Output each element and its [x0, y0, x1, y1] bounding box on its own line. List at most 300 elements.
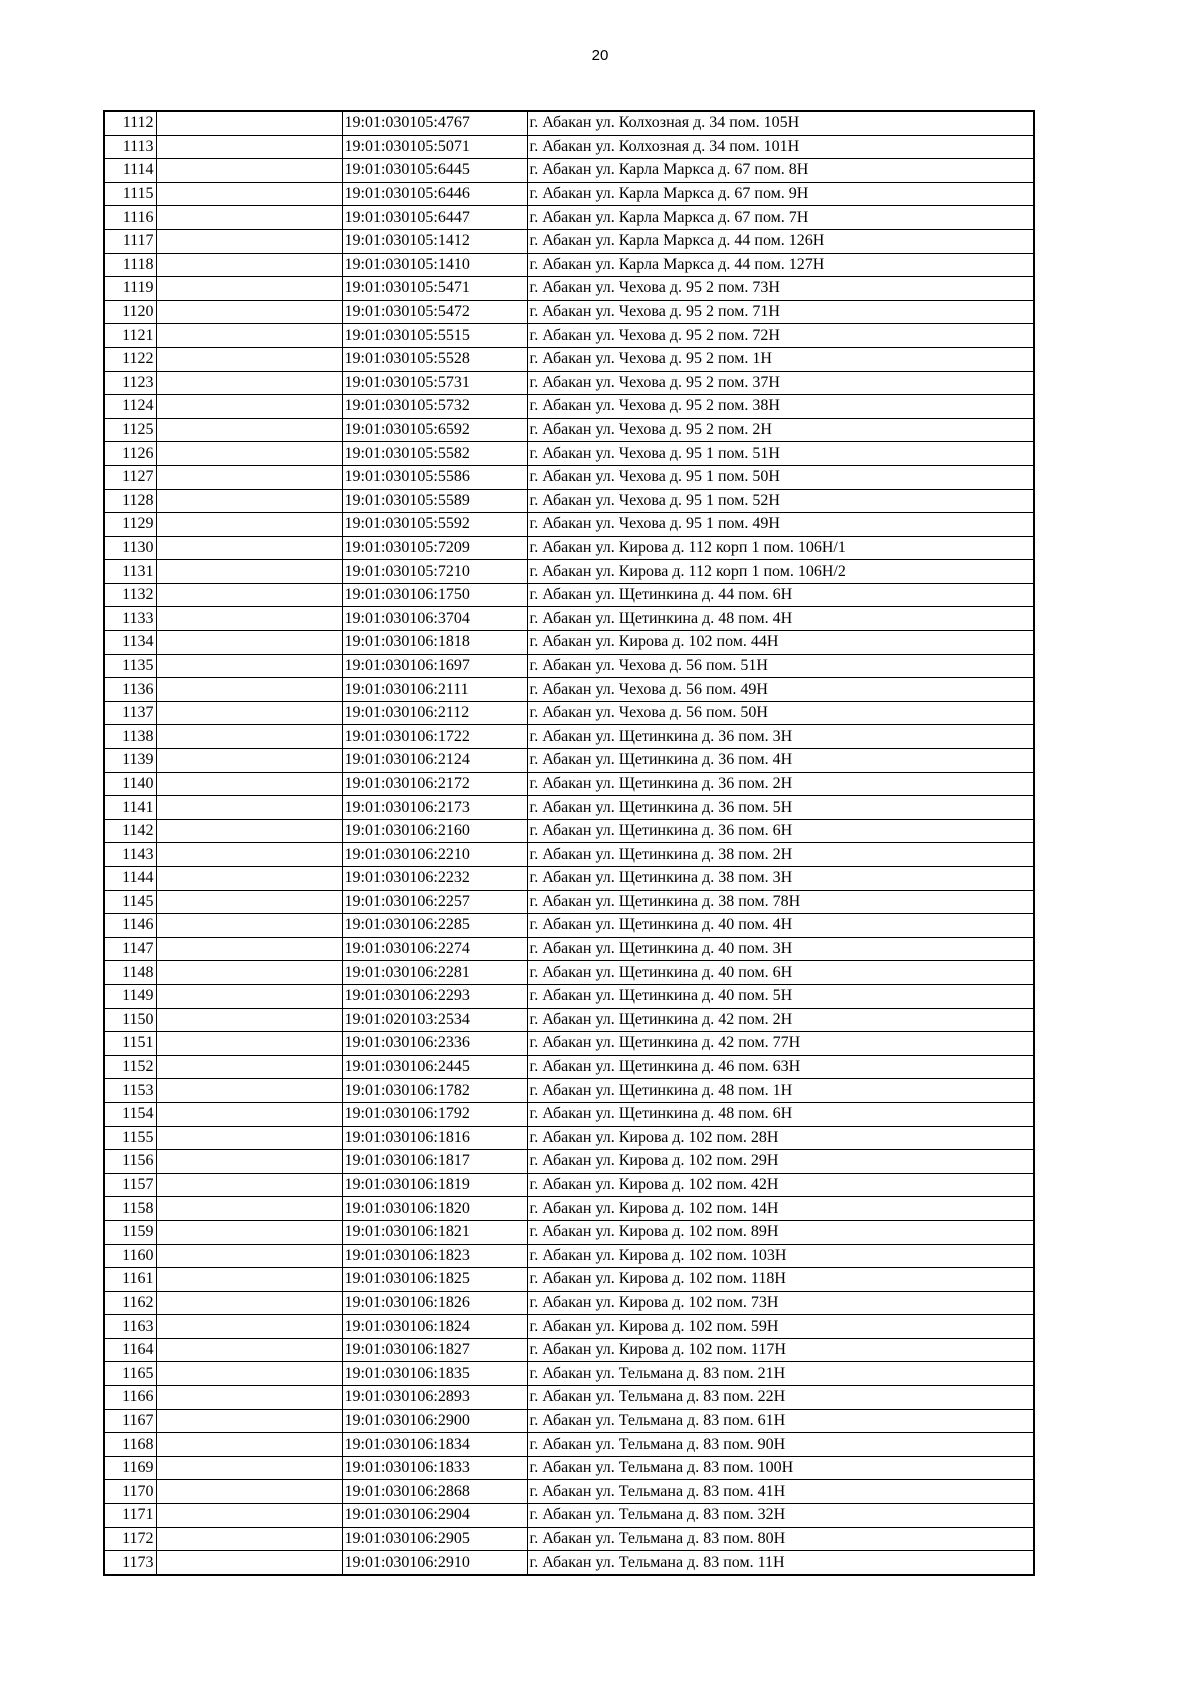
- row-number-cell: 1117: [104, 229, 156, 253]
- empty-cell: [156, 725, 342, 749]
- cadastral-number-cell: 19:01:030106:2445: [342, 1055, 527, 1079]
- empty-cell: [156, 607, 342, 631]
- cadastral-number-cell: 19:01:030106:1819: [342, 1173, 527, 1197]
- cadastral-number-cell: 19:01:030105:7210: [342, 560, 527, 584]
- row-number-cell: 1119: [104, 277, 156, 301]
- address-cell: г. Абакан ул. Щетинкина д. 48 пом. 1Н: [527, 1079, 1034, 1103]
- address-cell: г. Абакан ул. Щетинкина д. 40 пом. 3Н: [527, 937, 1034, 961]
- address-cell: г. Абакан ул. Щетинкина д. 40 пом. 6Н: [527, 961, 1034, 985]
- empty-cell: [156, 819, 342, 843]
- row-number-cell: 1115: [104, 182, 156, 206]
- empty-cell: [156, 1197, 342, 1221]
- table-row: [104, 1480, 1034, 1504]
- row-number-cell: 1137: [104, 701, 156, 725]
- row-number-cell: 1145: [104, 890, 156, 914]
- empty-cell: [156, 914, 342, 938]
- empty-cell: [156, 796, 342, 820]
- address-cell: г. Абакан ул. Щетинкина д. 36 пом. 4Н: [527, 749, 1034, 773]
- empty-cell: [156, 111, 342, 135]
- empty-cell: [156, 253, 342, 277]
- row-number-cell: 1141: [104, 796, 156, 820]
- cadastral-number-cell: 19:01:030106:1816: [342, 1126, 527, 1150]
- row-number-cell: 1149: [104, 984, 156, 1008]
- empty-cell: [156, 1433, 342, 1457]
- empty-cell: [156, 1102, 342, 1126]
- address-cell: г. Абакан ул. Кирова д. 102 пом. 44Н: [527, 631, 1034, 655]
- row-number-cell: 1165: [104, 1362, 156, 1386]
- row-number-cell: 1168: [104, 1433, 156, 1457]
- table-row: [104, 1409, 1034, 1433]
- empty-cell: [156, 1008, 342, 1032]
- address-cell: г. Абакан ул. Чехова д. 95 2 пом. 2Н: [527, 418, 1034, 442]
- table-row: [104, 631, 1034, 655]
- empty-cell: [156, 984, 342, 1008]
- empty-cell: [156, 772, 342, 796]
- table-row: [104, 1456, 1034, 1480]
- cadastral-number-cell: 19:01:030106:1818: [342, 631, 527, 655]
- table-row: [104, 1362, 1034, 1386]
- table-row: [104, 1386, 1034, 1410]
- row-number-cell: 1167: [104, 1409, 156, 1433]
- cadastral-number-cell: 19:01:030105:5592: [342, 513, 527, 537]
- cadastral-number-cell: 19:01:030106:2336: [342, 1032, 527, 1056]
- table-row: [104, 1244, 1034, 1268]
- table-row: [104, 890, 1034, 914]
- table-row: [104, 465, 1034, 489]
- address-cell: г. Абакан ул. Чехова д. 95 2 пом. 71Н: [527, 300, 1034, 324]
- cadastral-number-cell: 19:01:030106:1825: [342, 1268, 527, 1292]
- table-row: [104, 819, 1034, 843]
- address-cell: г. Абакан ул. Щетинкина д. 36 пом. 5Н: [527, 796, 1034, 820]
- empty-cell: [156, 583, 342, 607]
- table-row: [104, 1338, 1034, 1362]
- empty-cell: [156, 1079, 342, 1103]
- row-number-cell: 1154: [104, 1102, 156, 1126]
- address-cell: г. Абакан ул. Щетинкина д. 38 пом. 2Н: [527, 843, 1034, 867]
- empty-cell: [156, 560, 342, 584]
- cadastral-number-cell: 19:01:030106:2293: [342, 984, 527, 1008]
- address-cell: г. Абакан ул. Щетинкина д. 40 пом. 4Н: [527, 914, 1034, 938]
- address-cell: г. Абакан ул. Щетинкина д. 36 пом. 6Н: [527, 819, 1034, 843]
- row-number-cell: 1160: [104, 1244, 156, 1268]
- row-number-cell: 1151: [104, 1032, 156, 1056]
- cadastral-number-cell: 19:01:030106:2905: [342, 1527, 527, 1551]
- empty-cell: [156, 1338, 342, 1362]
- cadastral-number-cell: 19:01:030105:5528: [342, 347, 527, 371]
- row-number-cell: 1122: [104, 347, 156, 371]
- row-number-cell: 1152: [104, 1055, 156, 1079]
- cadastral-number-cell: 19:01:030106:1821: [342, 1220, 527, 1244]
- cadastral-number-cell: 19:01:030106:1820: [342, 1197, 527, 1221]
- address-cell: г. Абакан ул. Чехова д. 95 2 пом. 73Н: [527, 277, 1034, 301]
- row-number-cell: 1157: [104, 1173, 156, 1197]
- row-number-cell: 1164: [104, 1338, 156, 1362]
- cadastral-number-cell: 19:01:030105:5586: [342, 465, 527, 489]
- empty-cell: [156, 1291, 342, 1315]
- table-row: [104, 725, 1034, 749]
- address-cell: г. Абакан ул. Тельмана д. 83 пом. 32Н: [527, 1504, 1034, 1528]
- empty-cell: [156, 182, 342, 206]
- row-number-cell: 1130: [104, 536, 156, 560]
- address-cell: г. Абакан ул. Карла Маркса д. 67 пом. 8Н: [527, 159, 1034, 183]
- table-row: [104, 560, 1034, 584]
- table-row: [104, 1079, 1034, 1103]
- address-cell: г. Абакан ул. Щетинкина д. 46 пом. 63Н: [527, 1055, 1034, 1079]
- address-cell: г. Абакан ул. Тельмана д. 83 пом. 41Н: [527, 1480, 1034, 1504]
- cadastral-number-cell: 19:01:030106:2285: [342, 914, 527, 938]
- address-cell: г. Абакан ул. Тельмана д. 83 пом. 100Н: [527, 1456, 1034, 1480]
- empty-cell: [156, 678, 342, 702]
- empty-cell: [156, 1362, 342, 1386]
- table-row: [104, 442, 1034, 466]
- cadastral-number-cell: 19:01:030106:2900: [342, 1409, 527, 1433]
- cadastral-number-cell: 19:01:030106:2210: [342, 843, 527, 867]
- table-row: [104, 867, 1034, 891]
- address-cell: г. Абакан ул. Карла Маркса д. 44 пом. 126Н: [527, 229, 1034, 253]
- table-row: [104, 961, 1034, 985]
- address-cell: г. Абакан ул. Щетинкина д. 38 пом. 3Н: [527, 867, 1034, 891]
- empty-cell: [156, 1244, 342, 1268]
- cadastral-number-cell: 19:01:030105:5515: [342, 324, 527, 348]
- address-cell: г. Абакан ул. Кирова д. 102 пом. 103Н: [527, 1244, 1034, 1268]
- address-cell: г. Абакан ул. Чехова д. 56 пом. 51Н: [527, 654, 1034, 678]
- empty-cell: [156, 465, 342, 489]
- address-cell: г. Абакан ул. Кирова д. 102 пом. 42Н: [527, 1173, 1034, 1197]
- table-row: [104, 1268, 1034, 1292]
- row-number-cell: 1161: [104, 1268, 156, 1292]
- cadastral-number-cell: 19:01:030106:2111: [342, 678, 527, 702]
- row-number-cell: 1147: [104, 937, 156, 961]
- address-cell: г. Абакан ул. Колхозная д. 34 пом. 105Н: [527, 111, 1034, 135]
- row-number-cell: 1169: [104, 1456, 156, 1480]
- row-number-cell: 1127: [104, 465, 156, 489]
- table-row: [104, 1173, 1034, 1197]
- table-row: [104, 395, 1034, 419]
- cadastral-number-cell: 19:01:030106:2173: [342, 796, 527, 820]
- address-cell: г. Абакан ул. Тельмана д. 83 пом. 22Н: [527, 1386, 1034, 1410]
- cadastral-number-cell: 19:01:030105:4767: [342, 111, 527, 135]
- cadastral-number-cell: 19:01:030105:1412: [342, 229, 527, 253]
- empty-cell: [156, 442, 342, 466]
- address-cell: г. Абакан ул. Чехова д. 95 1 пом. 52Н: [527, 489, 1034, 513]
- table-row: [104, 300, 1034, 324]
- cadastral-number-cell: 19:01:030106:1827: [342, 1338, 527, 1362]
- table-row: [104, 1527, 1034, 1551]
- row-number-cell: 1132: [104, 583, 156, 607]
- empty-cell: [156, 1220, 342, 1244]
- table-row: [104, 583, 1034, 607]
- row-number-cell: 1134: [104, 631, 156, 655]
- empty-cell: [156, 701, 342, 725]
- row-number-cell: 1166: [104, 1386, 156, 1410]
- address-cell: г. Абакан ул. Чехова д. 56 пом. 49Н: [527, 678, 1034, 702]
- cadastral-number-cell: 19:01:030106:1750: [342, 583, 527, 607]
- row-number-cell: 1118: [104, 253, 156, 277]
- empty-cell: [156, 371, 342, 395]
- address-cell: г. Абакан ул. Кирова д. 112 корп 1 пом. 106Н/2: [527, 560, 1034, 584]
- address-cell: г. Абакан ул. Чехова д. 95 2 пом. 38Н: [527, 395, 1034, 419]
- empty-cell: [156, 1527, 342, 1551]
- empty-cell: [156, 1504, 342, 1528]
- cadastral-number-cell: 19:01:030106:1826: [342, 1291, 527, 1315]
- address-cell: г. Абакан ул. Щетинкина д. 40 пом. 5Н: [527, 984, 1034, 1008]
- address-cell: г. Абакан ул. Кирова д. 102 пом. 89Н: [527, 1220, 1034, 1244]
- empty-cell: [156, 229, 342, 253]
- address-cell: г. Абакан ул. Щетинкина д. 38 пом. 78Н: [527, 890, 1034, 914]
- empty-cell: [156, 1456, 342, 1480]
- table-row: [104, 1008, 1034, 1032]
- address-cell: г. Абакан ул. Кирова д. 102 пом. 73Н: [527, 1291, 1034, 1315]
- address-cell: г. Абакан ул. Кирова д. 112 корп 1 пом. 106Н/1: [527, 536, 1034, 560]
- address-cell: г. Абакан ул. Щетинкина д. 44 пом. 6Н: [527, 583, 1034, 607]
- table-row: [104, 701, 1034, 725]
- page-number: 20: [591, 47, 609, 64]
- empty-cell: [156, 300, 342, 324]
- row-number-cell: 1144: [104, 867, 156, 891]
- table-row: [104, 678, 1034, 702]
- cadastral-number-cell: 19:01:030105:5071: [342, 135, 527, 159]
- table-row: [104, 937, 1034, 961]
- empty-cell: [156, 277, 342, 301]
- row-number-cell: 1171: [104, 1504, 156, 1528]
- empty-cell: [156, 937, 342, 961]
- address-cell: г. Абакан ул. Чехова д. 95 1 пом. 50Н: [527, 465, 1034, 489]
- address-cell: г. Абакан ул. Чехова д. 95 1 пом. 51Н: [527, 442, 1034, 466]
- row-number-cell: 1128: [104, 489, 156, 513]
- address-cell: г. Абакан ул. Чехова д. 95 1 пом. 49Н: [527, 513, 1034, 537]
- row-number-cell: 1124: [104, 395, 156, 419]
- row-number-cell: 1138: [104, 725, 156, 749]
- empty-cell: [156, 1150, 342, 1174]
- row-number-cell: 1133: [104, 607, 156, 631]
- table-row: [104, 796, 1034, 820]
- cadastral-number-cell: 19:01:030106:1823: [342, 1244, 527, 1268]
- table-row: [104, 1551, 1034, 1575]
- cadastral-number-cell: 19:01:030106:3704: [342, 607, 527, 631]
- empty-cell: [156, 867, 342, 891]
- table-row: [104, 749, 1034, 773]
- empty-cell: [156, 1173, 342, 1197]
- cadastral-number-cell: 19:01:030105:7209: [342, 536, 527, 560]
- row-number-cell: 1112: [104, 111, 156, 135]
- address-cell: г. Абакан ул. Чехова д. 56 пом. 50Н: [527, 701, 1034, 725]
- table-row: [104, 277, 1034, 301]
- table-row: [104, 1433, 1034, 1457]
- address-cell: г. Абакан ул. Кирова д. 102 пом. 29Н: [527, 1150, 1034, 1174]
- row-number-cell: 1158: [104, 1197, 156, 1221]
- cadastral-number-cell: 19:01:030106:1722: [342, 725, 527, 749]
- cadastral-number-cell: 19:01:030106:1697: [342, 654, 527, 678]
- empty-cell: [156, 654, 342, 678]
- row-number-cell: 1120: [104, 300, 156, 324]
- row-number-cell: 1116: [104, 206, 156, 230]
- row-number-cell: 1121: [104, 324, 156, 348]
- empty-cell: [156, 1551, 342, 1575]
- cadastral-number-cell: 19:01:030105:5731: [342, 371, 527, 395]
- table-row: [104, 1504, 1034, 1528]
- row-number-cell: 1125: [104, 418, 156, 442]
- table-row: [104, 135, 1034, 159]
- empty-cell: [156, 159, 342, 183]
- address-cell: г. Абакан ул. Тельмана д. 83 пом. 90Н: [527, 1433, 1034, 1457]
- cadastral-number-cell: 19:01:030106:2124: [342, 749, 527, 773]
- table-row: [104, 513, 1034, 537]
- row-number-cell: 1113: [104, 135, 156, 159]
- row-number-cell: 1155: [104, 1126, 156, 1150]
- table-row: [104, 1291, 1034, 1315]
- table-row: [104, 1197, 1034, 1221]
- address-cell: г. Абакан ул. Колхозная д. 34 пом. 101Н: [527, 135, 1034, 159]
- row-number-cell: 1123: [104, 371, 156, 395]
- address-cell: г. Абакан ул. Щетинкина д. 42 пом. 2Н: [527, 1008, 1034, 1032]
- row-number-cell: 1126: [104, 442, 156, 466]
- cadastral-number-cell: 19:01:030106:1833: [342, 1456, 527, 1480]
- address-cell: г. Абакан ул. Тельмана д. 83 пом. 80Н: [527, 1527, 1034, 1551]
- row-number-cell: 1153: [104, 1079, 156, 1103]
- row-number-cell: 1129: [104, 513, 156, 537]
- table-row: [104, 607, 1034, 631]
- cadastral-number-cell: 19:01:030106:2232: [342, 867, 527, 891]
- empty-cell: [156, 890, 342, 914]
- address-cell: г. Абакан ул. Карла Маркса д. 44 пом. 127Н: [527, 253, 1034, 277]
- cadastral-number-cell: 19:01:030105:5582: [342, 442, 527, 466]
- cadastral-number-cell: 19:01:030105:6592: [342, 418, 527, 442]
- empty-cell: [156, 1126, 342, 1150]
- table-row: [104, 914, 1034, 938]
- address-cell: г. Абакан ул. Кирова д. 102 пом. 117Н: [527, 1338, 1034, 1362]
- empty-cell: [156, 536, 342, 560]
- table-row: [104, 159, 1034, 183]
- address-cell: г. Абакан ул. Чехова д. 95 2 пом. 1Н: [527, 347, 1034, 371]
- table-row: [104, 347, 1034, 371]
- address-cell: г. Абакан ул. Кирова д. 102 пом. 14Н: [527, 1197, 1034, 1221]
- address-cell: г. Абакан ул. Тельмана д. 83 пом. 61Н: [527, 1409, 1034, 1433]
- cadastral-number-cell: 19:01:030106:2281: [342, 961, 527, 985]
- cadastral-number-cell: 19:01:030106:2160: [342, 819, 527, 843]
- property-registry-table: [103, 110, 1035, 1576]
- row-number-cell: 1163: [104, 1315, 156, 1339]
- table-row: [104, 1102, 1034, 1126]
- table-row: [104, 772, 1034, 796]
- empty-cell: [156, 489, 342, 513]
- row-number-cell: 1136: [104, 678, 156, 702]
- empty-cell: [156, 1055, 342, 1079]
- table-row: [104, 984, 1034, 1008]
- row-number-cell: 1114: [104, 159, 156, 183]
- cadastral-number-cell: 19:01:030105:6445: [342, 159, 527, 183]
- cadastral-number-cell: 19:01:030105:5471: [342, 277, 527, 301]
- row-number-cell: 1143: [104, 843, 156, 867]
- empty-cell: [156, 961, 342, 985]
- address-cell: г. Абакан ул. Тельмана д. 83 пом. 21Н: [527, 1362, 1034, 1386]
- empty-cell: [156, 135, 342, 159]
- table-row: [104, 536, 1034, 560]
- cadastral-number-cell: 19:01:030106:1817: [342, 1150, 527, 1174]
- cadastral-number-cell: 19:01:030105:6447: [342, 206, 527, 230]
- cadastral-number-cell: 19:01:030106:1824: [342, 1315, 527, 1339]
- cadastral-number-cell: 19:01:030106:1792: [342, 1102, 527, 1126]
- empty-cell: [156, 347, 342, 371]
- table-row: [104, 111, 1034, 135]
- address-cell: г. Абакан ул. Кирова д. 102 пом. 28Н: [527, 1126, 1034, 1150]
- row-number-cell: 1162: [104, 1291, 156, 1315]
- cadastral-number-cell: 19:01:030106:2112: [342, 701, 527, 725]
- empty-cell: [156, 418, 342, 442]
- empty-cell: [156, 1409, 342, 1433]
- row-number-cell: 1140: [104, 772, 156, 796]
- cadastral-number-cell: 19:01:030106:2893: [342, 1386, 527, 1410]
- table-row: [104, 1150, 1034, 1174]
- empty-cell: [156, 1268, 342, 1292]
- address-cell: г. Абакан ул. Щетинкина д. 48 пом. 4Н: [527, 607, 1034, 631]
- table-row: [104, 843, 1034, 867]
- cadastral-number-cell: 19:01:030106:2910: [342, 1551, 527, 1575]
- empty-cell: [156, 843, 342, 867]
- address-cell: г. Абакан ул. Кирова д. 102 пом. 118Н: [527, 1268, 1034, 1292]
- empty-cell: [156, 631, 342, 655]
- cadastral-number-cell: 19:01:030106:2868: [342, 1480, 527, 1504]
- address-cell: г. Абакан ул. Чехова д. 95 2 пом. 72Н: [527, 324, 1034, 348]
- cadastral-number-cell: 19:01:030106:2274: [342, 937, 527, 961]
- address-cell: г. Абакан ул. Карла Маркса д. 67 пом. 9Н: [527, 182, 1034, 206]
- empty-cell: [156, 206, 342, 230]
- table-row: [104, 206, 1034, 230]
- table-row: [104, 371, 1034, 395]
- empty-cell: [156, 513, 342, 537]
- cadastral-number-cell: 19:01:030105:6446: [342, 182, 527, 206]
- table-row: [104, 253, 1034, 277]
- row-number-cell: 1148: [104, 961, 156, 985]
- table-row: [104, 229, 1034, 253]
- cadastral-number-cell: 19:01:030106:1782: [342, 1079, 527, 1103]
- row-number-cell: 1159: [104, 1220, 156, 1244]
- cadastral-number-cell: 19:01:030106:2257: [342, 890, 527, 914]
- address-cell: г. Абакан ул. Кирова д. 102 пом. 59Н: [527, 1315, 1034, 1339]
- cadastral-number-cell: 19:01:020103:2534: [342, 1008, 527, 1032]
- cadastral-number-cell: 19:01:030105:1410: [342, 253, 527, 277]
- row-number-cell: 1139: [104, 749, 156, 773]
- cadastral-number-cell: 19:01:030106:2172: [342, 772, 527, 796]
- cadastral-number-cell: 19:01:030106:1835: [342, 1362, 527, 1386]
- row-number-cell: 1142: [104, 819, 156, 843]
- row-number-cell: 1131: [104, 560, 156, 584]
- cadastral-number-cell: 19:01:030105:5472: [342, 300, 527, 324]
- row-number-cell: 1135: [104, 654, 156, 678]
- cadastral-number-cell: 19:01:030105:5732: [342, 395, 527, 419]
- row-number-cell: 1173: [104, 1551, 156, 1575]
- row-number-cell: 1172: [104, 1527, 156, 1551]
- row-number-cell: 1170: [104, 1480, 156, 1504]
- address-cell: г. Абакан ул. Чехова д. 95 2 пом. 37Н: [527, 371, 1034, 395]
- table-row: [104, 654, 1034, 678]
- table-row: [104, 489, 1034, 513]
- empty-cell: [156, 749, 342, 773]
- empty-cell: [156, 1315, 342, 1339]
- empty-cell: [156, 1032, 342, 1056]
- table-row: [104, 1126, 1034, 1150]
- table-row: [104, 1220, 1034, 1244]
- table-row: [104, 182, 1034, 206]
- address-cell: г. Абакан ул. Щетинкина д. 42 пом. 77Н: [527, 1032, 1034, 1056]
- empty-cell: [156, 1480, 342, 1504]
- empty-cell: [156, 395, 342, 419]
- table-row: [104, 324, 1034, 348]
- address-cell: г. Абакан ул. Карла Маркса д. 67 пом. 7Н: [527, 206, 1034, 230]
- empty-cell: [156, 324, 342, 348]
- address-cell: г. Абакан ул. Щетинкина д. 36 пом. 3Н: [527, 725, 1034, 749]
- table-row: [104, 1032, 1034, 1056]
- row-number-cell: 1156: [104, 1150, 156, 1174]
